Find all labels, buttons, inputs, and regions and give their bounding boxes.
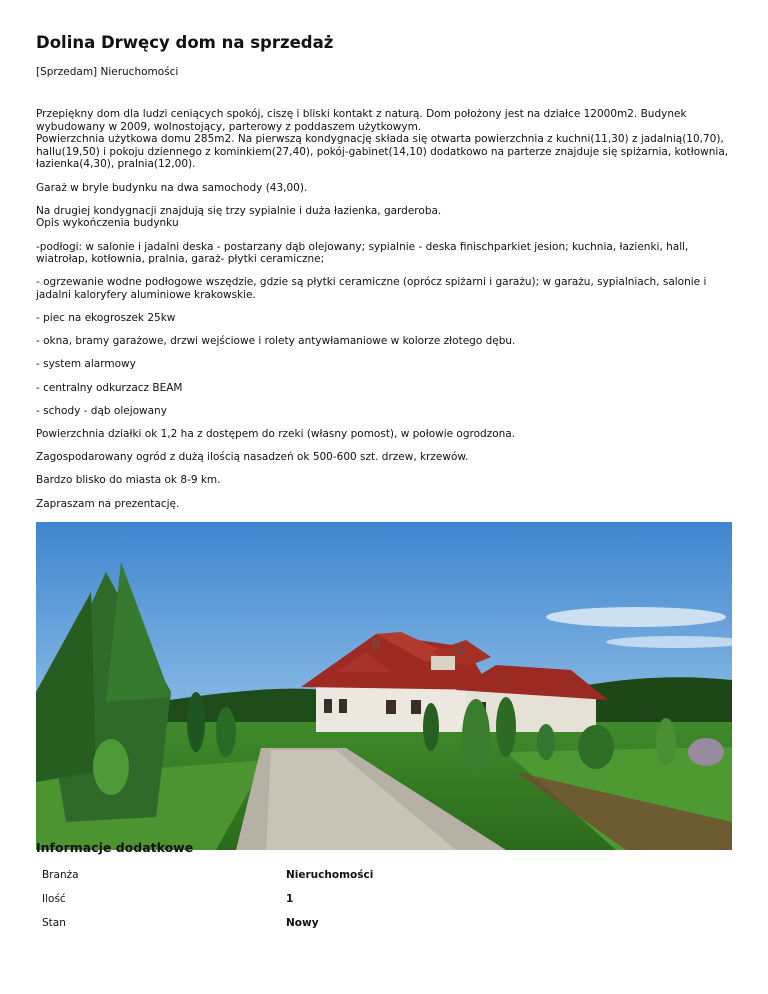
info-label: Branża — [42, 869, 79, 881]
info-row-industry — [36, 864, 732, 888]
listing-description — [36, 108, 732, 521]
description-paragraph: -podłogi: w salonie i jadalni deska - postarzany dąb olejowany; sypialnie - deska finischparkiet jesion; kuchnia, łazienki, hall, wiatrołap, kotłownia, pralnia, garaż- płytki ceramiczne; — [36, 240, 689, 266]
description-paragraph: Zagospodarowany ogród z dużą ilością nasadzeń ok 500-600 szt. drzew, krzewów. — [36, 451, 469, 464]
info-value: Nieruchomości — [286, 869, 374, 881]
listing-title: Dolina Drwęcy dom na sprzedaż — [36, 33, 334, 52]
info-heading: Informacje dodatkowe — [36, 840, 194, 855]
description-paragraph: - piec na ekogroszek 25kw — [36, 312, 176, 325]
description-paragraph: Bardzo blisko do miasta ok 8-9 km. — [36, 474, 221, 487]
description-paragraph: - system alarmowy — [36, 358, 136, 371]
info-label: Stan — [42, 917, 66, 929]
info-value: Nowy — [286, 917, 319, 929]
listing-category: [Sprzedam] Nieruchomości — [36, 66, 179, 78]
description-paragraph: - ogrzewanie wodne podłogowe wszędzie, gdzie są płytki ceramiczne (oprócz spiżarni i garażu); w garażu, sypialniach, salonie i jadalni kaloryfery aluminiowe krakowskie. — [36, 276, 707, 301]
info-table — [36, 864, 732, 936]
description-paragraph: Zapraszam na prezentację. — [36, 497, 180, 510]
info-label: Ilość — [42, 893, 66, 905]
description-paragraph: - schody - dąb olejowany — [36, 404, 167, 417]
description-paragraph: - okna, bramy garażowe, drzwi wejściowe i rolety antywłamaniowe w kolorze złotego dębu. — [36, 335, 516, 348]
description-paragraph: Powierzchnia działki ok 1,2 ha z dostępem do rzeki (własny pomost), w połowie ogrodzona. — [36, 428, 516, 441]
info-row-quantity — [36, 888, 732, 912]
info-row-condition — [36, 912, 732, 936]
description-paragraph: - centralny odkurzacz BEAM — [36, 381, 183, 394]
description-paragraph: Garaż w bryle budynku na dwa samochody (43,00). — [36, 181, 308, 194]
house-photo — [36, 522, 732, 850]
description-paragraph: Przepiękny dom dla ludzi ceniących spokój, ciszę i bliski kontakt z naturą. Dom położony jest na działce 12000m2. Budynek wybudowany w 2009, wolnostojący, parterowy z poddaszem użytkowym. Powierzchnia użytkowa domu 285m2. Na pierwszą kondygnację składa się otwarta powierzchnia z kuchni(11,30) z jadalnią(10,70), hallu(19,50) i pokoju dziennego z kominkiem(27,40), pokój-gabinet(14,10) dodatkowo na parterze znajduje się spiżarnia, kotłownia, łazienka(4,30), pralnia(12,00). — [36, 108, 729, 171]
description-paragraph: Na drugiej kondygnacji znajdują się trzy sypialnie i duża łazienka, garderoba. Opis wykończenia budynku — [36, 204, 442, 230]
info-value: 1 — [286, 893, 294, 905]
